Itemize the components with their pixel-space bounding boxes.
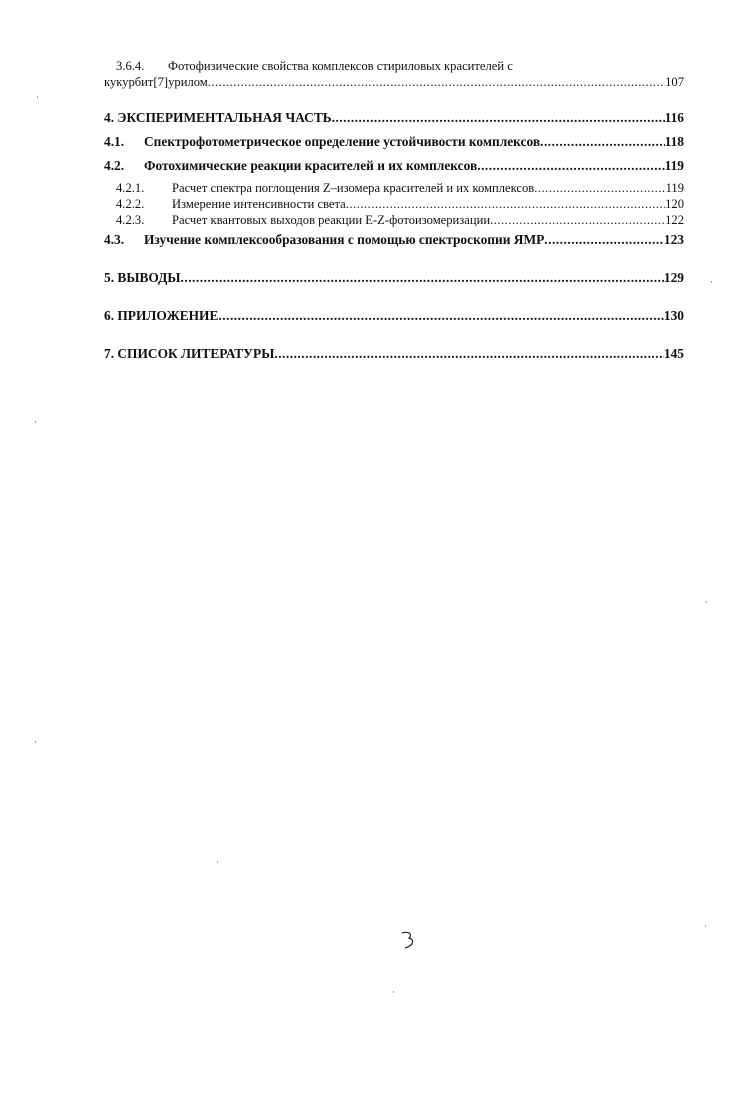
leader-dots (544, 232, 664, 248)
toc-entry-4 (104, 110, 684, 126)
toc-page-number: 118 (664, 134, 684, 149)
toc-entry-4-2-1 (104, 180, 684, 196)
toc-page-number: 120 (665, 197, 684, 211)
scan-speck: · (34, 418, 37, 428)
toc-page-number: 123 (663, 232, 684, 247)
table-of-contents (104, 58, 684, 362)
toc-entry-number: 4.2.3. (116, 213, 145, 227)
toc-entry-4-2-3 (104, 212, 684, 228)
scan-speck: · (216, 858, 219, 868)
leader-dots (208, 74, 665, 90)
toc-entry-number: 4.1. (104, 134, 125, 149)
toc-entry-title: 5. ВЫВОДЫ (104, 270, 181, 285)
toc-entry-title: Расчет квантовых выходов реакции E-Z-фотоизомеризации (172, 213, 491, 227)
scan-speck: · (710, 278, 713, 288)
handwritten-page-number (398, 928, 422, 952)
toc-entry-number: 3.6.4. (116, 59, 145, 73)
toc-entry-number: 4.2.2. (116, 197, 145, 211)
toc-entry-number: 4.2.1. (116, 181, 145, 195)
leader-dots (534, 180, 665, 196)
toc-entry-title: Измерение интенсивности света (172, 197, 346, 211)
toc-entry-5 (104, 270, 684, 286)
toc-entry-number: 4.2. (104, 158, 125, 173)
toc-entry-number: 4.3. (104, 232, 125, 247)
scan-speck: · (705, 598, 708, 608)
scan-speck: · (392, 988, 395, 998)
toc-entry-title-continued: кукурбит[7]урилом (104, 75, 208, 89)
toc-entry-title: Спектрофотометрическое определение устойчивости комплексов (144, 134, 541, 149)
toc-page-number: 145 (663, 346, 684, 361)
leader-dots (181, 270, 664, 286)
toc-page-number: 119 (665, 181, 684, 195)
toc-entry-3-6-4 (104, 58, 684, 90)
toc-entry-title: 7. СПИСОК ЛИТЕРАТУРЫ (104, 346, 275, 361)
leader-dots (490, 212, 665, 228)
toc-entry-6 (104, 308, 684, 324)
toc-page-number: 116 (664, 110, 684, 125)
toc-entry-title: Фотохимические реакции красителей и их комплексов (144, 158, 478, 173)
toc-entry-title: Фотофизические свойства комплексов стириловых красителей с (168, 59, 513, 73)
leader-dots (540, 134, 665, 150)
toc-entry-7 (104, 346, 684, 362)
toc-entry-title: 4. ЭКСПЕРИМЕНТАЛЬНАЯ ЧАСТЬ (104, 110, 332, 125)
toc-entry-title: Изучение комплексообразования с помощью спектроскопии ЯМР (144, 232, 545, 247)
toc-page-number: 107 (665, 75, 684, 89)
toc-page-number: 130 (663, 308, 684, 323)
toc-page-number: 129 (663, 270, 684, 285)
toc-entry-4-3 (104, 232, 684, 248)
toc-page-number: 119 (664, 158, 684, 173)
leader-dots (274, 346, 664, 362)
toc-entry-3-6-4-line2 (104, 74, 684, 90)
scan-speck: · (34, 738, 37, 748)
toc-entry-4-2-2 (104, 196, 684, 212)
toc-entry-title: 6. ПРИЛОЖЕНИЕ (104, 308, 219, 323)
toc-entry-title: Расчет спектра поглощения Z–изомера красителей и их комплексов (172, 181, 535, 195)
scan-speck: · (36, 93, 39, 103)
scan-speck: · (704, 922, 707, 932)
leader-dots (218, 308, 664, 324)
leader-dots (332, 110, 665, 126)
toc-entry-4-2 (104, 158, 684, 174)
toc-page-number: 122 (665, 213, 684, 227)
leader-dots (346, 196, 665, 212)
leader-dots (477, 158, 664, 174)
toc-entry-4-1 (104, 134, 684, 150)
toc-entry-3-6-4-line1 (104, 58, 684, 74)
